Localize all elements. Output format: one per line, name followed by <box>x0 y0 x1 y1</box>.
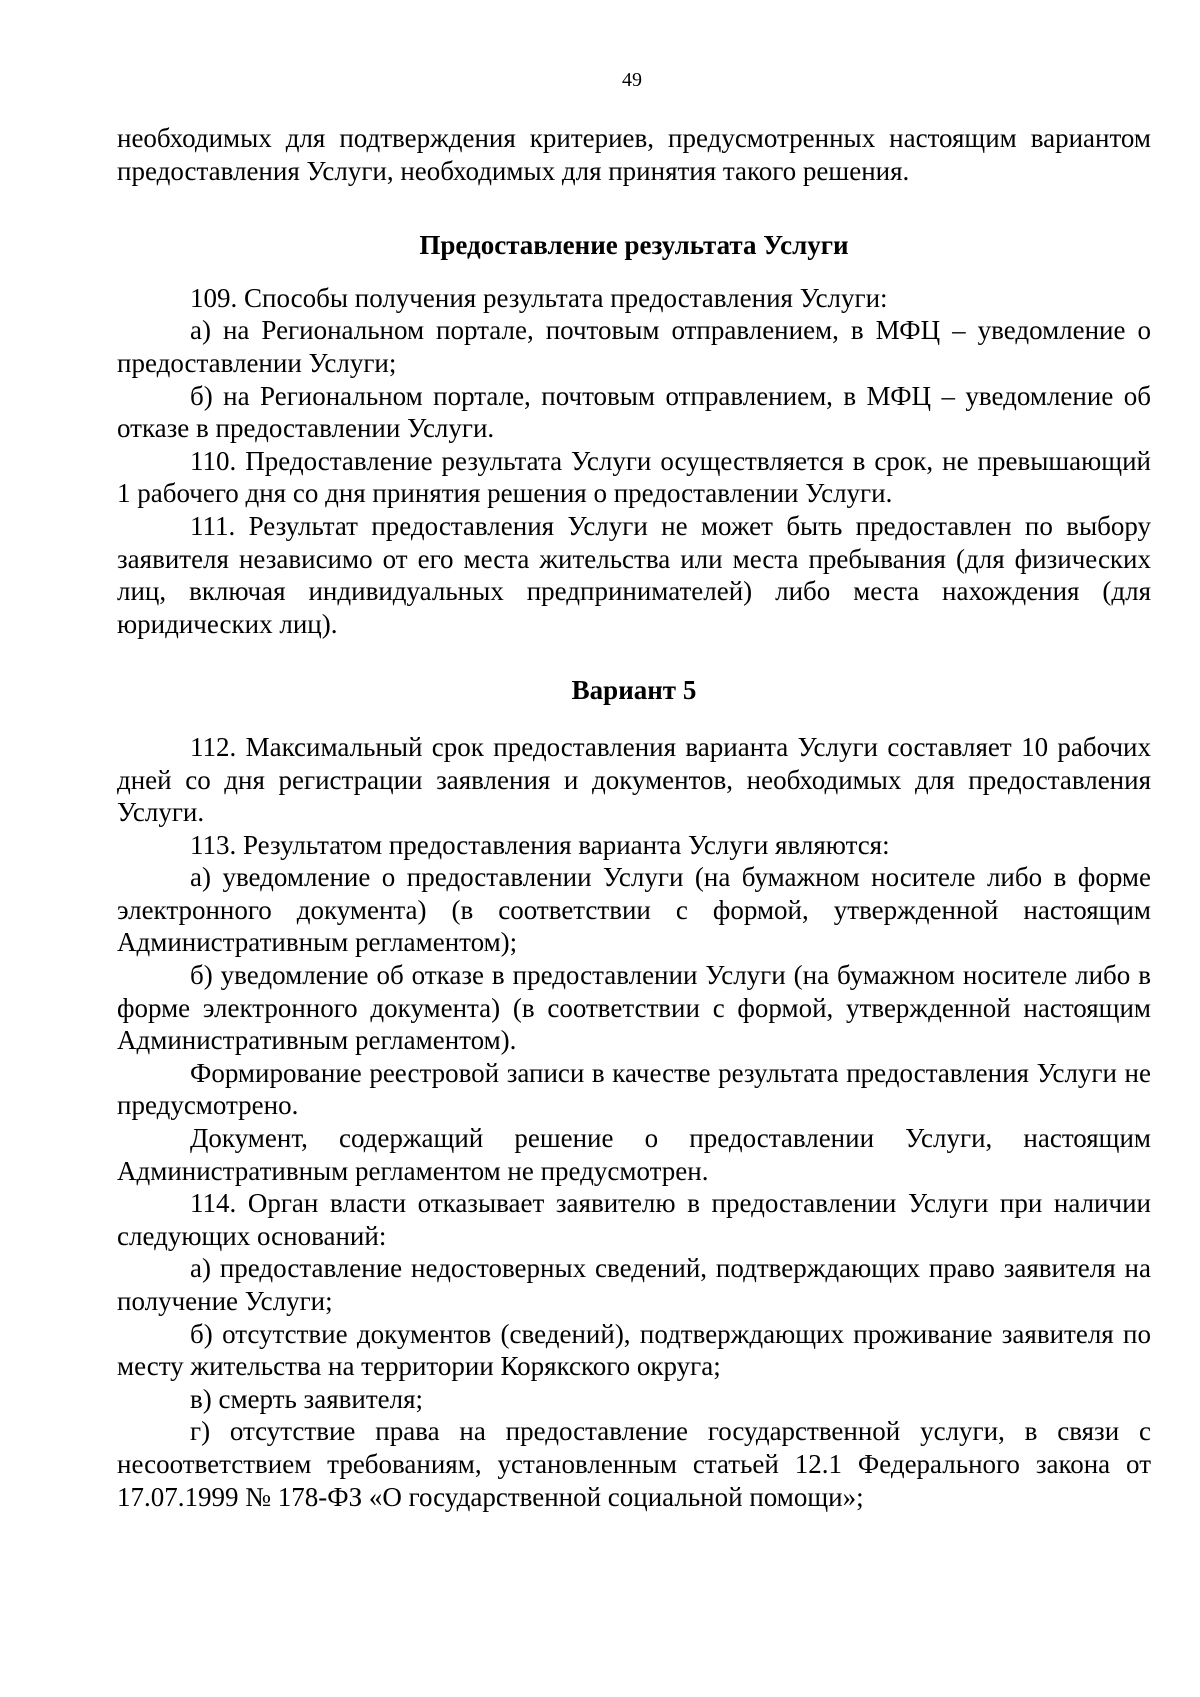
paragraph-112: 112. Максимальный срок предоставления варианта Услуги составляет 10 рабочих дней со дня регистрации заявления и документов, необходимых для предоставления Услуги. <box>117 731 1151 828</box>
paragraph-113-a: а) уведомление о предоставлении Услуги (на бумажном носителе либо в форме электронного документа) (в соответствии с формой, утвержденной настоящим Административным регламентом); <box>117 862 1151 958</box>
paragraph-113: 113. Результатом предоставления варианта Услуги являются: <box>190 829 890 860</box>
document-body <box>117 122 1151 1513</box>
page-number: 49 <box>622 69 642 91</box>
paragraph-114-a: а) предоставление недостоверных сведений, подтверждающих право заявителя на получение Услуги; <box>117 1253 1151 1316</box>
paragraph-114-g: г) отсутствие права на предоставление государственной услуги, в связи с несоответствием требованиям, установленным статьей 12.1 Федерального закона от 17.07.1999 № 178-ФЗ «О государственной социальной помощи»; <box>117 1416 1151 1512</box>
paragraph-114-v: в) смерть заявителя; <box>190 1383 423 1414</box>
paragraph-110: 110. Предоставление результата Услуги осуществляется в срок, не превышающий 1 рабочего дня со дня принятия решения о предоставлении Услуги. <box>117 445 1151 509</box>
section-heading-variant-5: Вариант 5 <box>571 675 697 706</box>
paragraph-114: 114. Орган власти отказывает заявителю в предоставлении Услуги при наличии следующих оснований: <box>117 1188 1151 1251</box>
paragraph-109: 109. Способы получения результата предоставления Услуги: <box>190 282 888 313</box>
paragraph-109-a: а) на Региональном портале, почтовым отправлением, в МФЦ – уведомление о предоставлении Услуги; <box>117 315 1151 378</box>
paragraph-109-b: б) на Региональном портале, почтовым отправлением, в МФЦ – уведомление об отказе в предоставлении Услуги. <box>117 380 1151 444</box>
paragraph-continuation: необходимых для подтверждения критериев, предусмотренных настоящим вариантом предоставления Услуги, необходимых для принятия такого решения. <box>117 123 1151 186</box>
section-heading-result: Предоставление результата Услуги <box>419 230 849 261</box>
paragraph-111: 111. Результат предоставления Услуги не может быть предоставлен по выбору заявителя независимо от его места жительства или места пребывания (для физических лиц, включая индивидуальных предпринимателей) либо места нахождения (для юридических лиц). <box>117 510 1151 639</box>
paragraph-registry-record: Формирование реестровой записи в качестве результата предоставления Услуги не предусмотрено. <box>117 1057 1151 1121</box>
paragraph-113-b: б) уведомление об отказе в предоставлении Услуги (на бумажном носителе либо в форме электронного документа) (в соответствии с формой, утвержденной настоящим Административным регламентом). <box>117 960 1151 1056</box>
paragraph-114-b: б) отсутствие документов (сведений), подтверждающих проживание заявителя по месту жительства на территории Корякского округа; <box>117 1318 1151 1382</box>
paragraph-decision-document: Документ, содержащий решение о предоставлении Услуги, настоящим Административным регламентом не предусмотрен. <box>117 1123 1151 1186</box>
